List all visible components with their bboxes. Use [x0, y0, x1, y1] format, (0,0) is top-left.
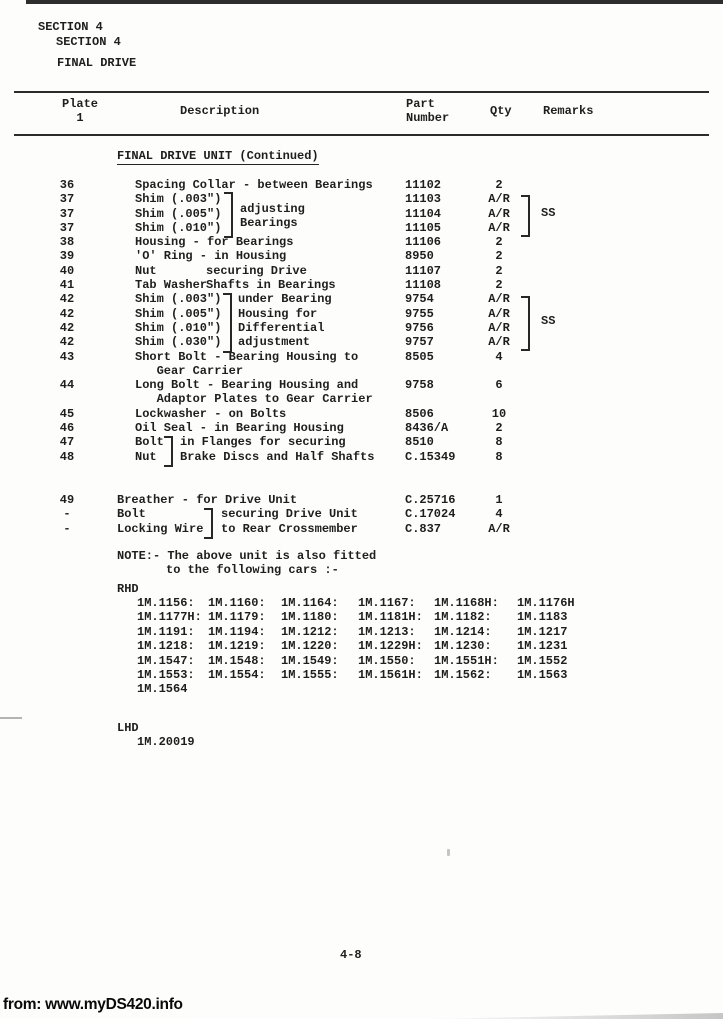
car-model: 1M.1212:	[281, 624, 339, 639]
part-number: C.837	[405, 521, 442, 536]
table-section-heading: FINAL DRIVE UNIT (Continued)	[117, 149, 319, 165]
quantity: 2	[495, 249, 503, 264]
plate-number: -	[63, 507, 71, 522]
bracket-bolt-lockingwire	[204, 508, 213, 539]
col-header-part: Part	[406, 97, 435, 111]
quantity: 6	[495, 378, 503, 393]
car-model: 1M.1218:	[137, 639, 195, 654]
car-model: 1M.1176H	[517, 596, 575, 610]
car-model: 1M.1550:	[358, 653, 416, 668]
plate-number: 36	[59, 178, 75, 192]
part-number: 8950	[405, 249, 434, 264]
part-number: 11102	[405, 178, 442, 192]
quantity: 4	[495, 349, 503, 364]
quantity: A/R	[488, 220, 510, 235]
description: Housing - for Bearings	[135, 235, 294, 250]
plate-number: 46	[59, 421, 75, 436]
description-note: Bearings	[240, 215, 298, 230]
part-number: 8436/A	[405, 421, 449, 436]
car-model: 1M.1229H:	[358, 639, 423, 654]
car-model: 1M.1181H:	[358, 610, 423, 625]
description: Adaptor Plates to Gear Carrier	[135, 392, 373, 407]
table-row	[0, 235, 723, 249]
quantity: 8	[495, 435, 503, 450]
plate-number: 42	[59, 335, 75, 350]
quantity: 4	[495, 507, 503, 522]
description: Shim (.010")	[135, 320, 222, 335]
description: Nut	[135, 263, 157, 278]
bracket-shims-37	[224, 192, 233, 238]
part-number: C.15349	[405, 449, 456, 464]
part-number: 11106	[405, 235, 442, 250]
plate-number: 47	[59, 435, 75, 450]
description: Shim (.030")	[135, 335, 222, 350]
rhd-row	[137, 596, 697, 610]
description-note: to Rear Crossmember	[221, 521, 358, 536]
car-model: 1M.1191:	[137, 624, 195, 639]
table-row	[0, 249, 723, 263]
table-row	[0, 178, 723, 192]
description-note: under Bearing	[238, 292, 332, 307]
quantity: A/R	[488, 521, 510, 536]
car-model: 1M.1177H:	[137, 610, 202, 625]
quantity: 8	[495, 449, 503, 464]
note-line-1: NOTE:- The above unit is also fitted	[117, 549, 377, 563]
table-row	[0, 201, 723, 221]
car-model: 1M.1182:	[434, 610, 492, 625]
quantity: A/R	[488, 206, 510, 221]
rhd-label: RHD	[117, 582, 139, 596]
table-row	[0, 335, 723, 349]
section-label-1: SECTION 4	[38, 20, 103, 34]
rhd-row	[137, 668, 697, 682]
description: Shim (.003")	[135, 292, 222, 307]
table-row	[0, 278, 723, 292]
description-note: Housing for	[238, 306, 318, 321]
col-header-part-number: Number	[406, 111, 450, 125]
car-model: 1M.1156:	[137, 596, 195, 610]
note-line-2: to the following cars :-	[166, 563, 339, 577]
description: Oil Seal - in Bearing Housing	[135, 421, 344, 436]
description-note: Differential	[238, 320, 325, 335]
plate-number: -	[63, 521, 71, 536]
rhd-row	[137, 682, 697, 696]
car-model: 1M.1213:	[358, 624, 416, 639]
quantity: 2	[495, 278, 503, 293]
car-model: 1M.1231	[517, 639, 568, 654]
quantity: 1	[495, 493, 503, 507]
car-model: 1M.1194:	[208, 624, 266, 639]
col-header-plate-sub: 1	[76, 111, 84, 125]
table-rule-top	[14, 91, 709, 93]
table-rule-bottom	[14, 134, 709, 136]
lhd-label: LHD	[117, 721, 139, 735]
rhd-row	[137, 639, 697, 653]
plate-number: 37	[59, 206, 75, 221]
table-row	[0, 450, 723, 464]
car-model: 1M.1562:	[434, 667, 492, 682]
description-note: in Flanges for securing	[180, 435, 346, 450]
car-model: 1M.1547:	[137, 653, 195, 668]
part-number: 9757	[405, 335, 434, 350]
part-number: 8510	[405, 435, 434, 450]
table-row	[0, 435, 723, 449]
quantity: A/R	[488, 306, 510, 321]
description: Shim (.005")	[135, 206, 222, 221]
quantity: A/R	[488, 335, 510, 350]
table-row	[0, 215, 723, 235]
table-row	[0, 350, 723, 364]
description: Shim (.003")	[135, 192, 222, 207]
car-model: 1M.1549:	[281, 653, 339, 668]
col-header-plate: Plate	[62, 97, 99, 111]
plate-number: 38	[59, 235, 75, 250]
description-note: Shafts in Bearings	[206, 278, 336, 293]
quantity: A/R	[488, 192, 510, 207]
car-model: 1M.1219:	[208, 639, 266, 654]
car-model: 1M.1564	[137, 682, 188, 697]
part-number: C.25716	[405, 493, 456, 507]
quantity: 2	[495, 263, 503, 278]
scan-artifact-corner-wedge	[423, 1012, 723, 1019]
description: Spacing Collar - between Bearings	[135, 178, 373, 192]
quantity: A/R	[488, 320, 510, 335]
table-row	[0, 493, 723, 507]
table-row	[0, 292, 723, 306]
table-row	[0, 192, 723, 206]
scan-artifact-speck	[447, 849, 450, 856]
car-model: 1M.1554:	[208, 667, 266, 682]
car-model: 1M.1160:	[208, 596, 266, 610]
page-number: 4-8	[340, 948, 362, 962]
car-model: 1M.1179:	[208, 610, 266, 625]
col-header-remarks: Remarks	[543, 104, 594, 118]
bracket-bolt-nut-47-48	[164, 436, 173, 467]
description: Shim (.010")	[135, 220, 222, 235]
table-row	[0, 407, 723, 421]
table-row	[0, 321, 723, 335]
parts-table-block-2	[0, 493, 723, 536]
scan-artifact-top-bar	[26, 0, 723, 4]
quantity: 2	[495, 235, 503, 250]
plate-number: 45	[59, 406, 75, 421]
part-number: 8505	[405, 349, 434, 364]
rhd-car-list	[137, 596, 697, 697]
remarks-ss-1: SS	[541, 206, 556, 220]
plate-number: 44	[59, 378, 75, 393]
table-row	[0, 264, 723, 278]
part-number: 9756	[405, 320, 434, 335]
quantity: 2	[495, 178, 503, 192]
description: Bolt	[117, 507, 146, 522]
car-model: 1M.1180:	[281, 610, 339, 625]
description: Tab Washer	[135, 278, 208, 293]
description-note: securing Drive	[206, 263, 307, 278]
rhd-row	[137, 625, 697, 639]
quantity: 10	[491, 406, 507, 421]
part-number: 11107	[405, 263, 442, 278]
bracket-remarks-ss-1	[521, 195, 530, 237]
car-model: 1M.1217	[517, 624, 568, 639]
car-model: 1M.1220:	[281, 639, 339, 654]
plate-number: 42	[59, 306, 75, 321]
car-model: 1M.1551H:	[434, 653, 499, 668]
car-model: 1M.1561H:	[358, 667, 423, 682]
description: Long Bolt - Bearing Housing and	[135, 378, 359, 393]
col-header-qty: Qty	[490, 104, 512, 118]
part-number: 11104	[405, 206, 442, 221]
car-model: 1M.1164:	[281, 596, 339, 610]
car-model: 1M.1214:	[434, 624, 492, 639]
part-number: C.17024	[405, 507, 456, 522]
table-row	[0, 507, 723, 521]
car-model: 1M.1230:	[434, 639, 492, 654]
car-model: 1M.1563	[517, 667, 568, 682]
part-number: 9755	[405, 306, 434, 321]
scan-artifact-left-dash	[0, 717, 22, 719]
section-label-2: SECTION 4	[56, 35, 121, 49]
col-header-description: Description	[180, 104, 260, 118]
description: Breather - for Drive Unit	[117, 493, 298, 507]
quantity: 2	[495, 421, 503, 436]
description: Shim (.005")	[135, 306, 222, 321]
car-model: 1M.1552	[517, 653, 568, 668]
part-number: 8506	[405, 406, 434, 421]
plate-number: 39	[59, 249, 75, 264]
car-model: 1M.1548:	[208, 653, 266, 668]
part-number: 11108	[405, 278, 442, 293]
table-row	[0, 364, 723, 378]
part-number: 9754	[405, 292, 434, 307]
page-title: FINAL DRIVE	[57, 56, 137, 70]
rhd-row	[137, 610, 697, 624]
part-number: 11105	[405, 220, 442, 235]
car-model: 1M.1555:	[281, 667, 339, 682]
description-note: adjustment	[238, 335, 311, 350]
description-note: securing Drive Unit	[221, 507, 358, 522]
plate-number: 41	[59, 278, 75, 293]
car-model: 1M.1183	[517, 610, 568, 625]
bracket-shims-42	[223, 293, 232, 353]
plate-number: 40	[59, 263, 75, 278]
description-note: Brake Discs and Half Shafts	[180, 449, 375, 464]
remarks-ss-2: SS	[541, 314, 556, 328]
parts-table-block-1	[0, 178, 723, 464]
part-number: 11103	[405, 192, 442, 207]
description: Nut	[135, 449, 157, 464]
description: Lockwasher - on Bolts	[135, 406, 287, 421]
description: Locking Wire	[117, 521, 204, 536]
plate-number: 37	[59, 220, 75, 235]
car-model: 1M.1167:	[358, 596, 416, 610]
table-row	[0, 378, 723, 392]
table-row	[0, 392, 723, 406]
plate-number: 42	[59, 320, 75, 335]
plate-number: 48	[59, 449, 75, 464]
lhd-car-model: 1M.20019	[137, 735, 195, 749]
plate-number: 37	[59, 192, 75, 207]
car-model: 1M.1168H:	[434, 596, 499, 610]
table-row	[0, 307, 723, 321]
description-note: adjusting	[240, 201, 305, 216]
table-row	[0, 522, 723, 536]
car-model: 1M.1553:	[137, 667, 195, 682]
description: Bolt	[135, 435, 164, 450]
quantity: A/R	[488, 292, 510, 307]
plate-number: 42	[59, 292, 75, 307]
description: Short Bolt - Bearing Housing to	[135, 349, 359, 364]
description: Gear Carrier	[135, 363, 244, 378]
plate-number: 49	[59, 493, 75, 507]
plate-number: 43	[59, 349, 75, 364]
table-row	[0, 421, 723, 435]
bracket-remarks-ss-2	[521, 296, 530, 351]
part-number: 9758	[405, 378, 434, 393]
source-watermark: from: www.myDS420.info	[3, 996, 183, 1013]
description: 'O' Ring - in Housing	[135, 249, 287, 264]
rhd-row	[137, 654, 697, 668]
